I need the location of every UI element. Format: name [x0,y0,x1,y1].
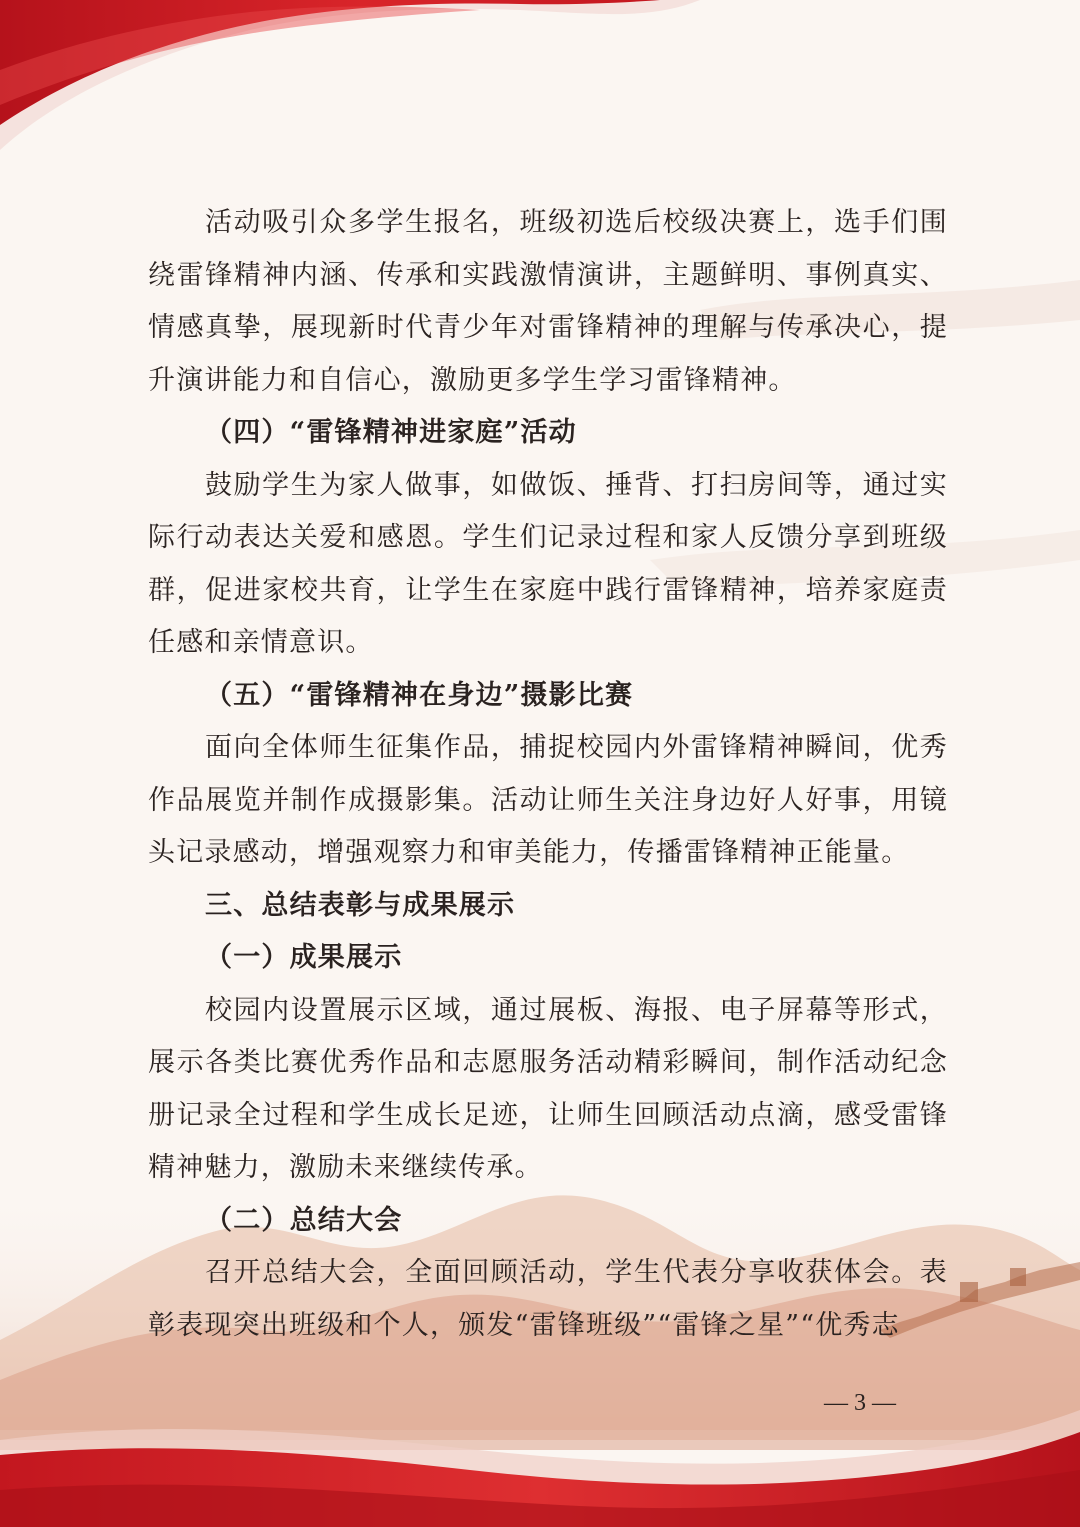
paragraph-results-display: 校园内设置展示区域，通过展板、海报、电子屏幕等形式，展示各类比赛优秀作品和志愿服务活动精彩瞬间，制作活动纪念册记录全过程和学生成长足迹，让师生回顾活动点滴，感受雷锋精神魅力，激励未来继续传承。 [148,994,948,1183]
paragraph-summary-meeting: 召开总结大会，全面回顾活动，学生代表分享收获体会。表彰表现突出班级和个人，颁发“雷锋班级”“雷锋之星”“优秀志 [148,1257,948,1341]
paragraph-speech-contest-summary: 活动吸引众多学生报名，班级初选后校级决赛上，选手们围绕雷锋精神内涵、传承和实践激情演讲，主题鲜明、事例真实、情感真挚，展现新时代青少年对雷锋精神的理解与传承决心，提升演讲能力和自信心，激励更多学生学习雷锋精神。 [148,207,948,396]
paragraph-photo-contest: 面向全体师生征集作品，捕捉校园内外雷锋精神瞬间，优秀作品展览并制作成摄影集。活动让师生关注身边好人好事，用镜头记录感动，增强观察力和审美能力，传播雷锋精神正能量。 [148,732,948,868]
subheading-summary-meeting: （二）总结大会 [205,1204,403,1236]
document-body [148,197,948,1352]
subheading-results-display: （一）成果展示 [205,942,403,973]
top-red-ribbon [0,0,700,150]
subheading-photo-contest: （五）“雷锋精神在身边”摄影比赛 [205,679,634,711]
section-heading-summary: 三、总结表彰与成果展示 [205,889,516,921]
page-number: — 3 — [824,1390,896,1416]
subheading-family-activity: （四）“雷锋精神进家庭”活动 [205,417,577,448]
paragraph-family-activity: 鼓励学生为家人做事，如做饭、捶背、打扫房间等，通过实际行动表达关爱和感恩。学生们记录过程和家人反馈分享到班级群，促进家校共育，让学生在家庭中践行雷锋精神，培养家庭责任感和亲情意识。 [148,469,948,658]
